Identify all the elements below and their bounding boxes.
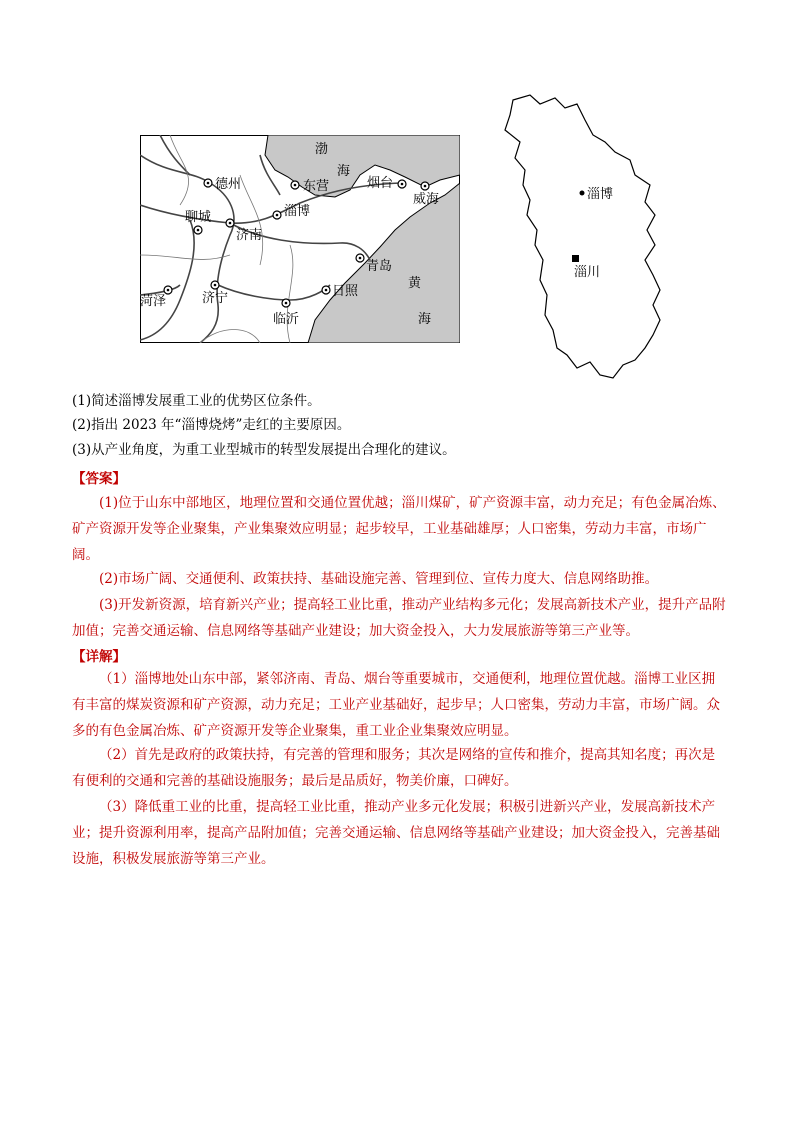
answer-1: (1)位于山东中部地区，地理位置和交通位置优越；淄川煤矿，矿产资源丰富，动力充足；有色金属冶炼、矿产资源开发等企业聚集，产业集聚效应明显；起步较早，工业基础雄厚；人口密集，劳动力丰富，市场广阔。 (72, 495, 726, 563)
city-label-jinan: 济南 (236, 228, 263, 243)
city-label-rizhao: 日照 (332, 284, 359, 299)
answer-header: 【答案】 (72, 471, 126, 487)
map2-label-zichuan: 淄川 (574, 265, 601, 280)
detail-header: 【详解】 (72, 649, 126, 665)
sea-label-hai-2: 海 (418, 312, 432, 327)
city-label-zibo: 淄博 (284, 204, 311, 219)
city-label-qingdao: 青岛 (366, 259, 393, 274)
zichuan-square (572, 255, 579, 262)
question-3: (3)从产业角度，为重工业型城市的转型发展提出合理化的建议。 (72, 442, 456, 458)
city-label-jining: 济宁 (202, 291, 229, 306)
sea-label-huang: 黄 (408, 276, 422, 291)
shandong-map (140, 135, 460, 343)
answer-3: (3)开发新资源，培育新兴产业；提高轻工业比重，推动产业结构多元化；发展高新技术产业，提升产品附加值；完善交通运输、信息网络等基础产业建设；加大资金投入，大力发展旅游等第三产业等。 (72, 597, 726, 639)
city-label-dezhou: 德州 (215, 177, 242, 192)
answer-2: (2)市场广阔、交通便利、政策扶持、基础设施完善、管理到位、宣传力度大、信息网络助推。 (99, 571, 659, 587)
detail-1: （1）淄博地处山东中部，紧邻济南、青岛、烟台等重要城市，交通便利，地理位置优越。淄博工业区拥有丰富的煤炭资源和矿产资源，动力充足；工业产业基础好，起步早；人口密集，劳动力丰富，市场广阔。众多的有色金属冶炼、矿产资源开发等企业聚集，重工业企业集聚效应明显。 (72, 671, 720, 739)
city-label-liaocheng: 聊城 (185, 210, 212, 225)
sea-label-bo: 渤 (315, 142, 329, 157)
zibo-dot (580, 191, 585, 196)
city-label-heze: 菏泽 (140, 294, 167, 309)
map2-label-zibo: 淄博 (587, 187, 614, 202)
city-label-yantai: 烟台 (367, 176, 394, 191)
zibo-outline-map (495, 90, 670, 382)
city-label-linyi: 临沂 (273, 312, 300, 327)
detail-3: （3）降低重工业的比重，提高轻工业比重，推动产业多元化发展；积极引进新兴产业，发展高新技术产业；提升资源利用率，提高产品附加值；完善交通运输、信息网络等基础产业建设；加大资金投入，完善基础设施，积极发展旅游等第三产业。 (72, 799, 720, 867)
zibo-boundary (505, 95, 660, 378)
sea-label-hai-1: 海 (337, 164, 351, 179)
city-label-weihai: 威海 (413, 192, 440, 207)
city-label-dongying: 东营 (303, 179, 330, 194)
question-2: (2)指出 2023 年“淄博烧烤”走红的主要原因。 (72, 417, 351, 433)
detail-2: （2）首先是政府的政策扶持，有完善的管理和服务；其次是网络的宣传和推介，提高其知名度；再次是有便利的交通和完善的基础设施服务；最后是品质好，物美价廉，口碑好。 (72, 747, 716, 789)
question-1: (1)简述淄博发展重工业的优势区位条件。 (72, 393, 321, 409)
